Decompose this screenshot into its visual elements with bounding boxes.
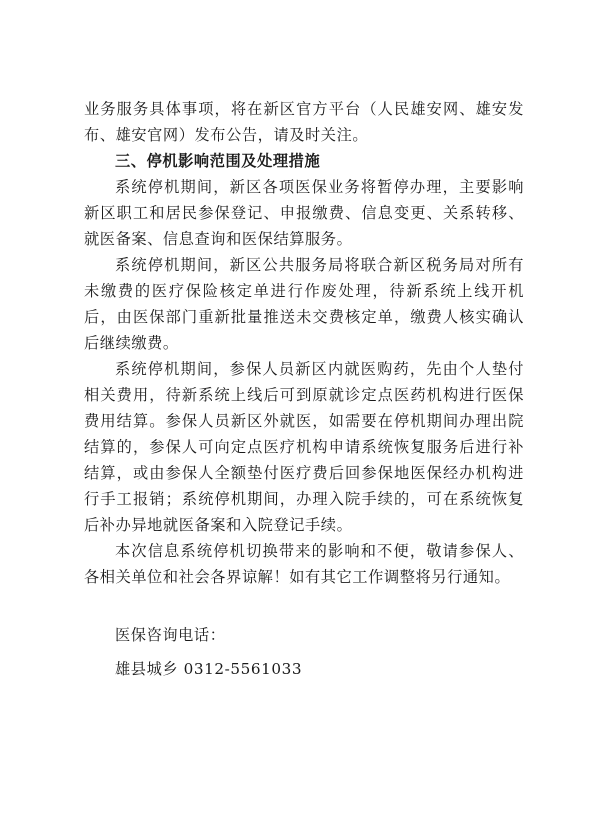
contact-label: 医保咨询电话： <box>115 626 226 644</box>
paragraph-continued: 业务服务具体事项，将在新区官方平台（人民雄安网、雄安发布、雄安官网）发布公告，请及时关注。 <box>84 100 524 144</box>
section-heading: 三、停机影响范围及处理措施 <box>115 152 321 170</box>
paragraph-unpaid-bills: 系统停机期间，新区公共服务局将联合新区税务局对所有未缴费的医疗保险核定单进行作废处理，待新系统上线开机后，由医保部门重新批量推送未交费核定单，缴费人核实确认后继续缴费。 <box>84 256 524 352</box>
paragraph-medical-settlement: 系统停机期间，参保人员新区内就医购药，先由个人垫付相关费用，待新系统上线后可到原就诊定点医药机构进行医保费用结算。参保人员新区外就医，如需要在停机期间办理出院结算的，参保人可向定点医疗机构申请系统恢复服务后进行补结算，或由参保人全额垫付医疗费后回参保地医保经办机构进行手工报销；系统停机期间，办理入院手续的，可在系统恢复后补办异地就医备案和入院登记手续。 <box>84 360 524 534</box>
paragraph-apology: 本次信息系统停机切换带来的影响和不便，敬请参保人、各相关单位和社会各界谅解！如有其它工作调整将另行通知。 <box>84 542 524 586</box>
contact-phone: 雄县城乡 0312-5561033 <box>115 660 303 678</box>
paragraph-business-suspension: 系统停机期间，新区各项医保业务将暂停办理，主要影响新区职工和居民参保登记、申报缴费、信息变更、关系转移、就医备案、信息查询和医保结算服务。 <box>84 178 524 248</box>
document-body <box>84 96 524 682</box>
